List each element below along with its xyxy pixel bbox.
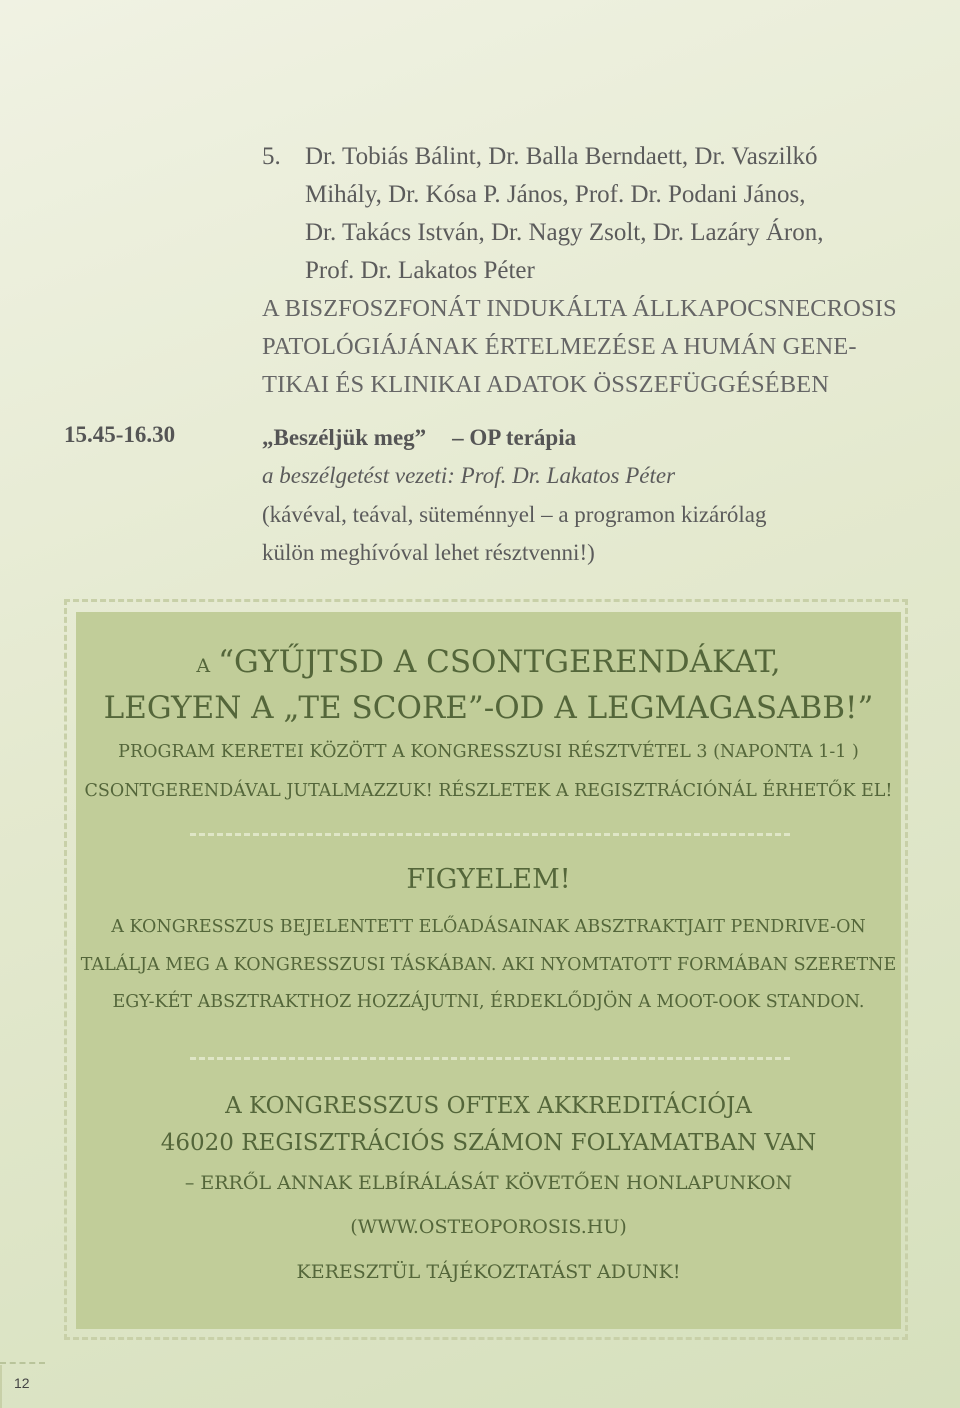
notice-program-line: PROGRAM KERETEI KÖZÖTT A KONGRESSZUSI RÉSZTVÉTEL 3 (NAPONTA 1-1 ) bbox=[118, 742, 859, 762]
session-moderator: a beszélgetést vezeti: Prof. Dr. Lakatos Péter bbox=[262, 463, 676, 488]
accreditation-note-line: – ERRŐL ANNAK ELBÍRÁLÁSÁT KÖVETŐEN HONLAPUNKON bbox=[184, 1172, 793, 1194]
session-title-row bbox=[262, 420, 902, 456]
talk-title-line: TIKAI ÉS KLINIKAI ADATOK ÖSSZEFÜGGÉSÉBEN bbox=[262, 371, 830, 398]
session-block bbox=[262, 420, 902, 572]
talk-authors-line: Dr. Takács István, Dr. Nagy Zsolt, Dr. Lazáry Áron, bbox=[305, 219, 824, 246]
session-note-line: külön meghívóval lehet résztvenni!) bbox=[262, 540, 595, 565]
talk-5 bbox=[262, 138, 902, 404]
notice-program-line: CSONTGERENDÁVAL JUTALMAZZUK! RÉSZLETEK A REGISZTRÁCIÓNÁL ÉRHETŐK EL! bbox=[84, 781, 893, 801]
talk-number: 5. bbox=[262, 143, 281, 170]
divider bbox=[190, 1057, 790, 1060]
notice-headline-line-1 bbox=[76, 640, 901, 688]
accreditation-note-line: KERESZTÜL TÁJÉKOZTATÁST ADUNK! bbox=[296, 1261, 681, 1283]
accreditation-line: 46020 REGISZTRÁCIÓS SZÁMON FOLYAMATBAN VAN bbox=[160, 1130, 817, 1156]
talk-author-text: Dr. Tobiás Bálint, Dr. Balla Berndaett, Dr. Vaszilkó bbox=[305, 143, 818, 170]
session-time: 15.45-16.30 bbox=[64, 422, 176, 447]
page-number-box bbox=[0, 1365, 46, 1408]
accreditation-line: A KONGRESSZUS OFTEX AKKREDITÁCIÓJA bbox=[225, 1093, 752, 1119]
session-note-line: (kávéval, teával, süteménnyel – a programon kizárólag bbox=[262, 502, 767, 527]
talk-title-line: PATOLÓGIÁJÁNAK ÉRTELMEZÉSE A HUMÁN GENE- bbox=[262, 333, 857, 360]
page-number: 12 bbox=[14, 1375, 30, 1391]
website-url: (WWW.OSTEOPOROSIS.HU) bbox=[350, 1216, 627, 1238]
page-corner-rule bbox=[0, 1362, 45, 1364]
notice-headline-prefix: A bbox=[196, 655, 211, 677]
talk-authors-line: Mihály, Dr. Kósa P. János, Prof. Dr. Podani János, bbox=[305, 181, 806, 208]
talk-authors-line bbox=[262, 138, 902, 176]
divider bbox=[190, 833, 790, 836]
talk-title-line: A BISZFOSZFONÁT INDUKÁLTA ÁLLKAPOCSNECROSIS bbox=[262, 295, 897, 322]
notice-headline-line-2: LEGYEN A „TE SCORE”-OD A LEGMAGASABB!” bbox=[103, 690, 874, 726]
talk-authors-line: Prof. Dr. Lakatos Péter bbox=[305, 257, 535, 284]
session-title-suffix: – OP terápia bbox=[452, 425, 577, 450]
attention-line: TALÁLJA MEG A KONGRESSZUSI TÁSKÁBAN. AKI NYOMTATOTT FORMÁBAN SZERETNE bbox=[80, 955, 897, 975]
attention-line: A KONGRESSZUS BEJELENTETT ELŐADÁSAINAK ABSZTRAKTJAIT PENDRIVE-ON bbox=[111, 917, 866, 937]
attention-line: EGY-KÉT ABSZTRAKTHOZ HOZZÁJUTNI, ÉRDEKLŐDJÖN A MOOT-OOK STANDON. bbox=[112, 992, 865, 1012]
notice-headline-text: “GYŰJTSD A CSONTGERENDÁKAT, bbox=[218, 644, 781, 680]
attention-title: FIGYELEM! bbox=[406, 864, 571, 895]
session-title: „Beszéljük meg” bbox=[262, 425, 427, 450]
